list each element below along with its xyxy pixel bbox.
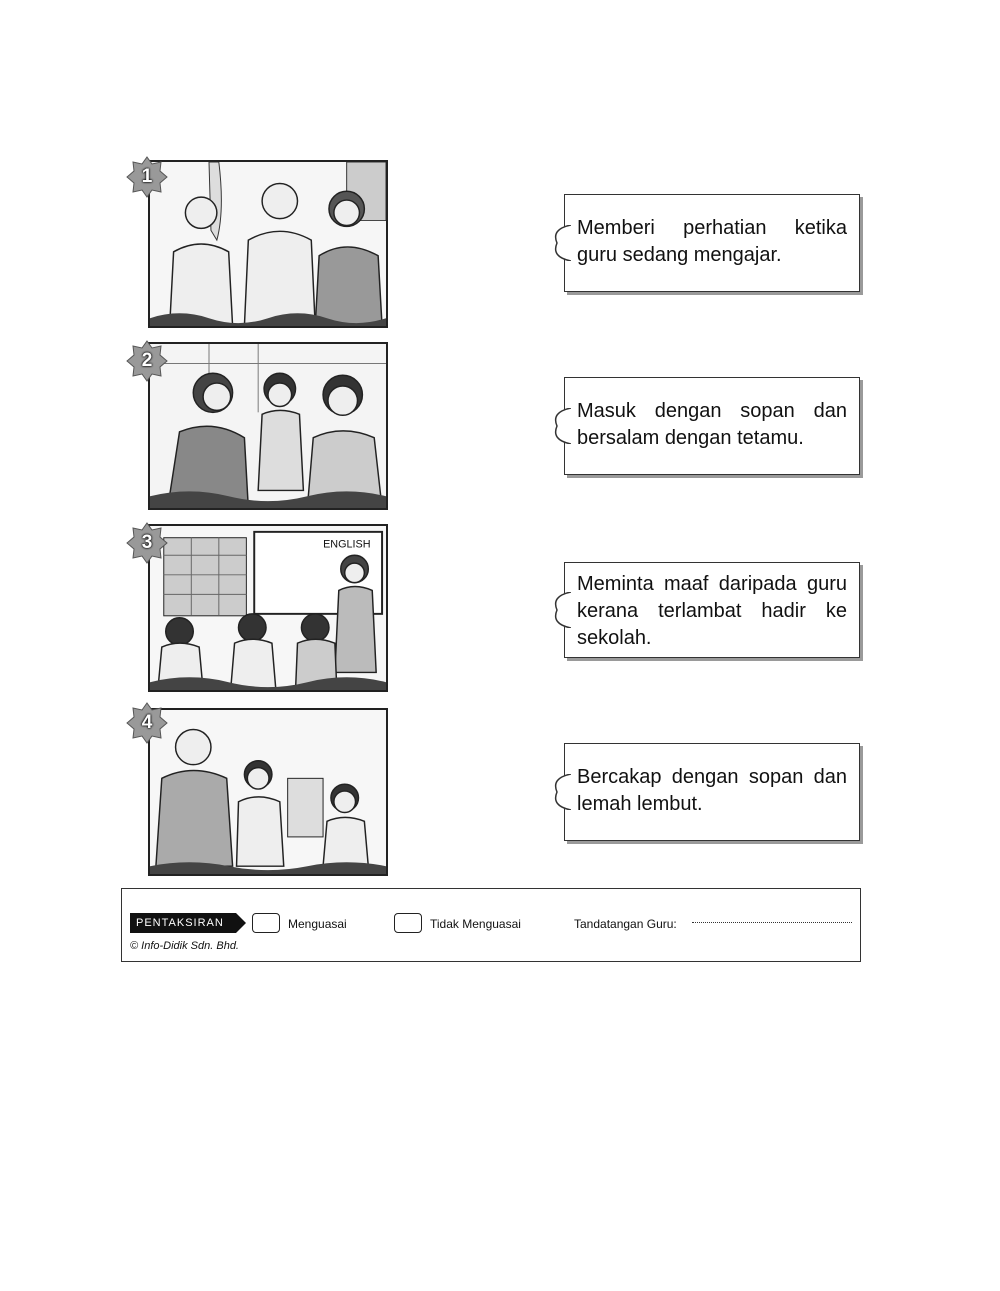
number-badge-4 [126, 702, 168, 744]
statement-text: Memberi perhatian ketika guru sedang mengajar. [577, 217, 847, 266]
mastered-checkbox[interactable] [252, 913, 280, 933]
assessment-box [121, 888, 861, 962]
number-label: 3 [141, 532, 153, 553]
statement-text: Bercakap dengan sopan dan lemah lembut. [577, 766, 847, 815]
number-label: 2 [141, 350, 153, 371]
signature-line[interactable] [692, 922, 852, 923]
number-badge-1 [126, 156, 168, 198]
copyright-text: © Info-Didik Sdn. Bhd. [130, 940, 239, 952]
statement-card-3 [564, 562, 860, 658]
not-mastered-checkbox[interactable] [394, 913, 422, 933]
statement-card-4 [564, 743, 860, 841]
number-badge-2 [126, 340, 168, 382]
number-label: 1 [141, 166, 153, 187]
number-label: 4 [141, 712, 153, 733]
number-badge-3 [126, 522, 168, 564]
signature-label: Tandatangan Guru: [574, 917, 677, 931]
scene-panel-4 [148, 708, 388, 876]
not-mastered-label: Tidak Menguasai [430, 917, 521, 931]
scene-panel-3 [148, 524, 388, 692]
scene-panel-2 [148, 342, 388, 510]
statement-text: Masuk dengan sopan dan bersalam dengan tetamu. [577, 400, 847, 449]
statement-card-1 [564, 194, 860, 292]
scene-panel-1 [148, 160, 388, 328]
assessment-tag: PENTAKSIRAN [130, 913, 236, 933]
statement-card-2 [564, 377, 860, 475]
mastered-label: Menguasai [288, 917, 347, 931]
board-label: ENGLISH [323, 538, 371, 551]
statement-text: Meminta maaf daripada guru kerana terlambat hadir ke sekolah. [577, 573, 847, 649]
